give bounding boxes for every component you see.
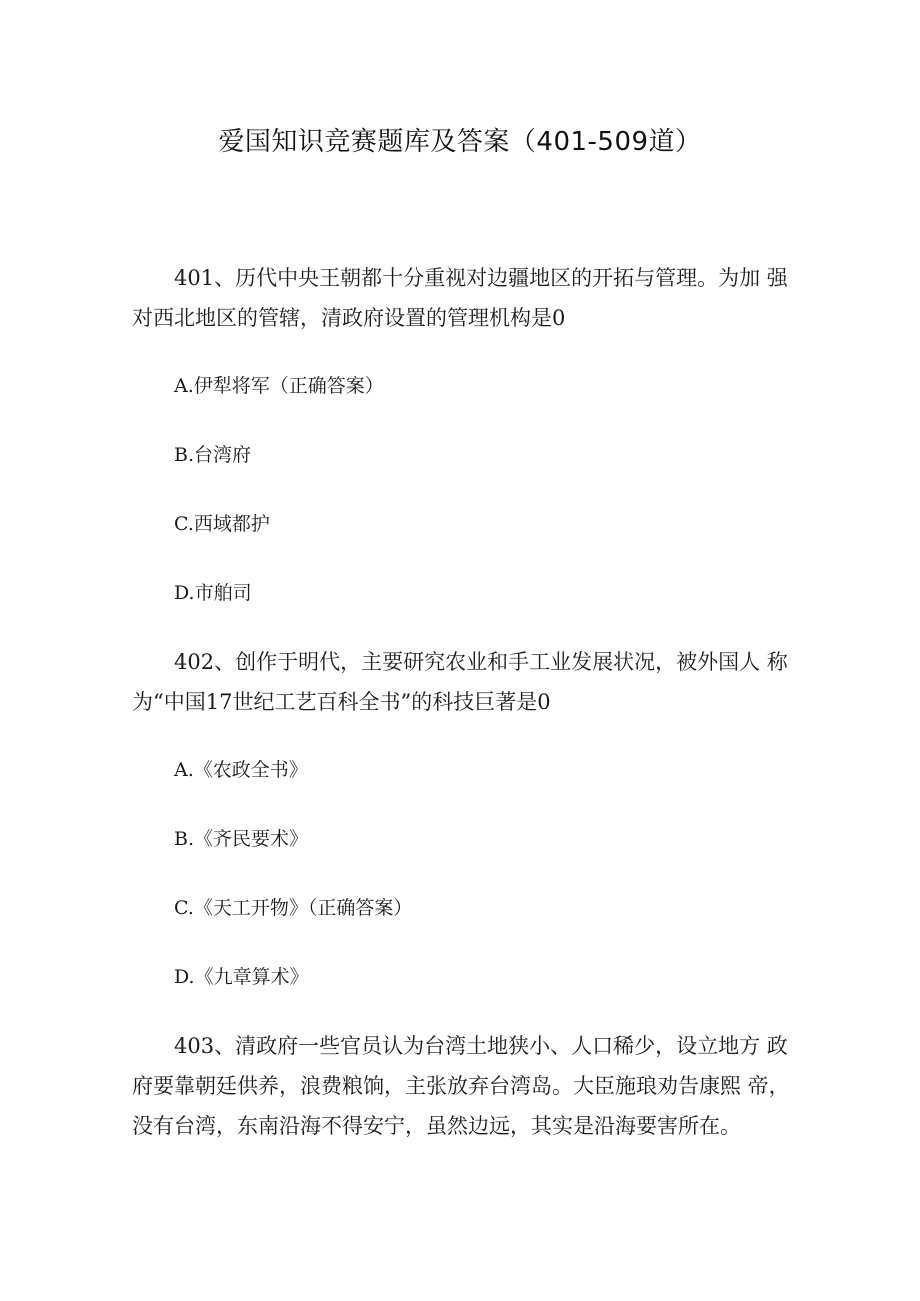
question-403: [132, 1026, 792, 1146]
option-b: B.《齐民要术》: [174, 828, 309, 850]
option-b: B.台湾府: [174, 444, 252, 466]
option-d: D.《九章算术》: [174, 966, 309, 988]
question-402: [132, 642, 792, 997]
option-d: D.市舶司: [174, 582, 252, 604]
option-c: C.西域都护: [174, 513, 270, 535]
document-title: 爱国知识竞赛题库及答案（401-509道）: [218, 127, 702, 157]
question-text: 403、清政府一些官员认为台湾土地狭小、人口稀少，设立地方 政府要靠朝廷供养，浪费粮饷，主张放弃台湾岛。大臣施琅劝告康熙 帝，没有台湾，东南沿海不得安宁，虽然边远，其实是沿海要害所在。: [132, 1034, 790, 1138]
option-a: A.《农政全书》: [174, 759, 308, 781]
question-401: [132, 258, 792, 613]
option-c: C.《天工开物》（正确答案）: [174, 897, 413, 919]
question-text: 402、创作于明代，主要研究农业和手工业发展状况，被外国人 称为“中国17世纪工艺百科全书”的科技巨著是0: [132, 650, 788, 714]
question-list: [132, 258, 792, 1174]
question-text: 401、历代中央王朝都十分重视对边疆地区的开拓与管理。为加 强对西北地区的管辖，清政府设置的管理机构是0: [132, 266, 788, 330]
option-a: A.伊犁将军（正确答案）: [174, 375, 384, 397]
